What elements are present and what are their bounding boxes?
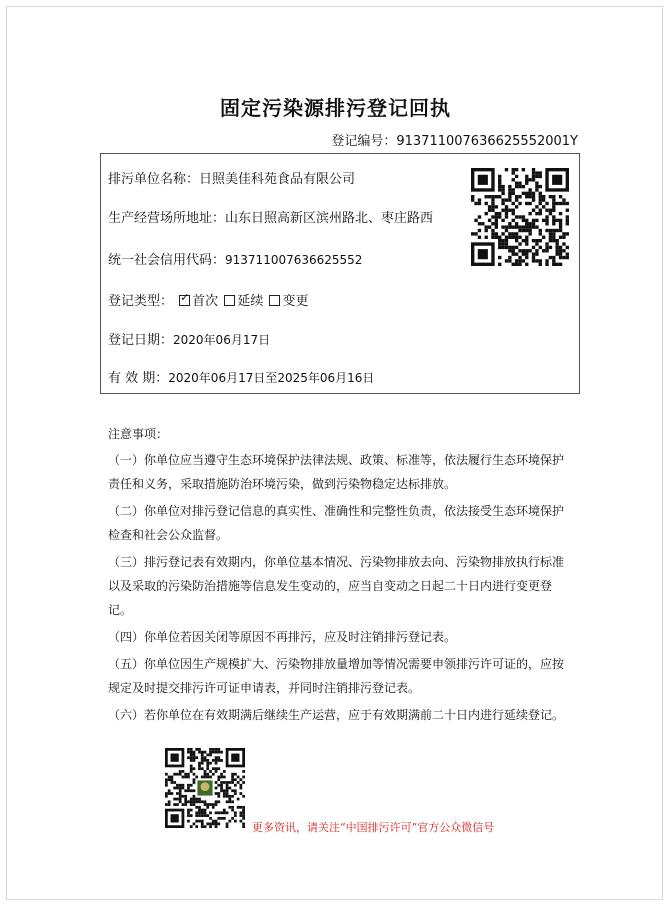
wechat-qr-code-icon bbox=[163, 748, 247, 828]
registration-date-row bbox=[108, 329, 270, 348]
option-extend: 延续 bbox=[237, 294, 264, 309]
address-row bbox=[108, 207, 433, 226]
address-label: 生产经营场所地址： bbox=[108, 211, 226, 226]
notes-list bbox=[108, 448, 573, 727]
unit-name-label: 排污单位名称： bbox=[108, 172, 200, 187]
checkbox-extend bbox=[224, 295, 235, 306]
notes-heading: 注意事项： bbox=[108, 427, 169, 441]
registration-date-label: 登记日期： bbox=[108, 333, 174, 348]
validity-value: 2020年06月17日至2025年06月16日 bbox=[168, 371, 375, 385]
registration-type-row bbox=[108, 290, 308, 309]
unit-name-row bbox=[108, 168, 355, 187]
notes-section bbox=[108, 422, 573, 446]
registration-type-label: 登记类型： bbox=[108, 294, 174, 309]
validity-label: 有 效 期： bbox=[108, 371, 169, 386]
registration-info-box bbox=[100, 153, 580, 394]
address-value: 山东日照高新区滨州路北、枣庄路西 bbox=[225, 211, 434, 226]
credit-code-value: 913711007636625552 bbox=[225, 253, 363, 267]
validity-row bbox=[108, 367, 374, 386]
registration-date-value: 2020年06月17日 bbox=[173, 333, 271, 347]
credit-code-row bbox=[108, 249, 362, 268]
follow-wechat-text: 更多资讯，请关注“中国排污许可”官方公众微信号 bbox=[252, 821, 495, 834]
note-item: （二）你单位对排污登记信息的真实性、准确性和完整性负责，依法接受生态环境保护检查和社会公众监督。 bbox=[108, 504, 565, 542]
credit-code-label: 统一社会信用代码： bbox=[108, 253, 226, 268]
document-title: 固定污染源排污登记回执 bbox=[220, 96, 451, 120]
option-first: 首次 bbox=[192, 294, 219, 309]
checkbox-first bbox=[179, 295, 190, 306]
unit-name-value: 日照美佳科苑食品有限公司 bbox=[199, 172, 356, 187]
note-item: （六）若你单位在有效期满后继续生产运营，应于有效期满前二十日内进行延续登记。 bbox=[108, 708, 565, 722]
option-change: 变更 bbox=[282, 294, 309, 309]
checkbox-change bbox=[269, 295, 280, 306]
note-item: （四）你单位若因关闭等原因不再排污，应及时注销排污登记表。 bbox=[108, 630, 457, 644]
note-item: （三）排污登记表有效期内，你单位基本情况、污染物排放去向、污染物排放执行标准以及采取的污染防治措施等信息发生变动的，应当自变动之日起二十日内进行变更登记。 bbox=[108, 555, 565, 617]
note-item: （五）你单位因生产规模扩大、污染物排放量增加等情况需要申领排污许可证的，应按规定及时提交排污许可证申请表，并同时注销排污登记表。 bbox=[108, 657, 565, 695]
qr-code-icon bbox=[471, 168, 569, 266]
note-item: （一）你单位应当遵守生态环境保护法律法规、政策、标准等，依法履行生态环境保护责任和义务，采取措施防治环境污染，做到污染物稳定达标排放。 bbox=[108, 453, 565, 491]
registration-number: 登记编号：913711007636625552001Y bbox=[331, 134, 578, 149]
